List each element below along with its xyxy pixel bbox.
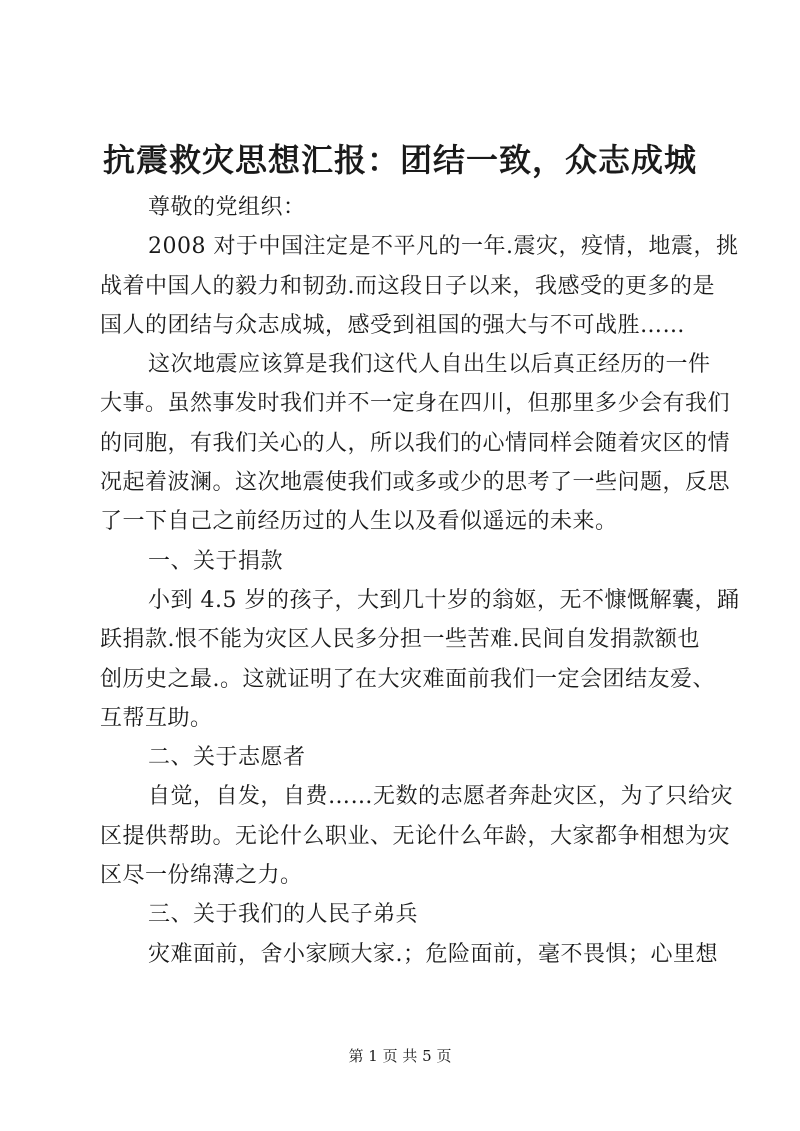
page-footer: 第 1 页 共 5 页 (348, 1047, 452, 1065)
document-body (100, 188, 740, 974)
body-line: 战着中国人的毅力和韧劲.而这段日子以来，我感受的更多的是 (100, 273, 715, 299)
body-line: 二、关于志愿者 (148, 745, 306, 771)
body-line: 尊敬的党组织： (148, 195, 306, 220)
body-line: 三、关于我们的人民子弟兵 (148, 902, 419, 928)
body-line: 区尽一份绵薄之力。 (100, 863, 303, 889)
body-line: 了一下自己之前经历过的人生以及看似遥远的未来。 (100, 509, 618, 535)
body-line: 的同胞，有我们关心的人，所以我们的心情同样会随着灾区的情 (100, 430, 731, 456)
body-line: 国人的团结与众志成城，感受到祖国的强大与不可战胜…… (100, 312, 686, 338)
body-line: 创历史之最.。这就证明了在大灾难面前我们一定会团结友爱、 (100, 666, 715, 692)
body-line: 一、关于捐款 (148, 548, 284, 574)
body-line: 区提供帮助。无论什么职业、无论什么年龄，大家都争相想为灾 (100, 823, 731, 849)
body-line: 互帮互助。 (100, 705, 213, 731)
body-line: 灾难面前，舍小家顾大家.；危险面前，毫不畏惧；心里想 (148, 941, 718, 967)
body-line: 小到 4.5 岁的孩子，大到几十岁的翁妪，无不慷慨解囊，踊 (148, 587, 740, 613)
body-line: 自觉，自发，自费……无数的志愿者奔赴灾区，为了只给灾 (148, 784, 734, 810)
document-title: 抗震救灾思想汇报：团结一致，众志成城 (102, 141, 697, 179)
body-line: 这次地震应该算是我们这代人自出生以后真正经历的一件 (148, 352, 711, 378)
body-line: 2008 对于中国注定是不平凡的一年.震灾，疫情，地震，挑 (148, 234, 739, 260)
body-line: 大事。虽然事发时我们并不一定身在四川，但那里多少会有我们 (100, 391, 731, 417)
body-line: 况起着波澜。这次地震使我们或多或少的思考了一些问题，反思 (100, 470, 731, 496)
body-line: 跃捐款.恨不能为灾区人民多分担一些苦难.民间自发捐款额也 (100, 627, 700, 653)
